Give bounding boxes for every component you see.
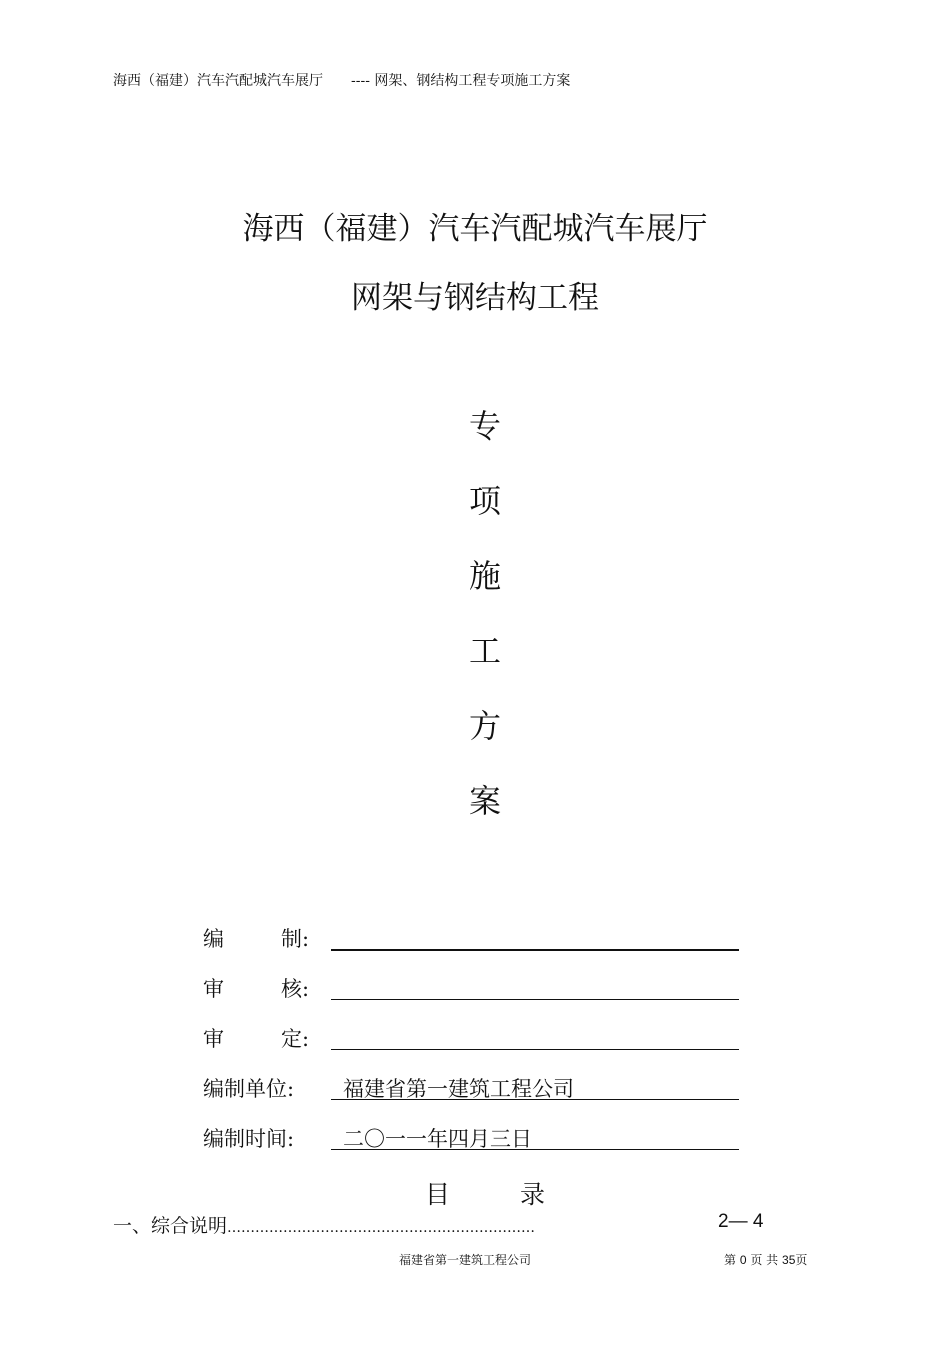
field-review-underline <box>331 999 739 1000</box>
document-title-line-1: 海西（福建）汽车汽配城汽车展厅 <box>242 211 708 247</box>
vertical-title-char: 方 <box>468 707 501 745</box>
vertical-title-char: 项 <box>468 482 501 520</box>
field-approve-underline <box>331 1049 739 1050</box>
running-header <box>113 70 570 90</box>
footer-page-prefix: 第 <box>724 1253 737 1267</box>
field-review-label-a: 审 <box>203 977 224 1001</box>
vertical-title-char: 专 <box>468 407 501 445</box>
header-subject: ---- 网架、钢结构工程专项施工方案 <box>351 73 571 89</box>
field-approve-label-a: 审 <box>203 1027 224 1051</box>
footer-page-total: 35 <box>782 1253 796 1267</box>
toc-entry-leader: ………………………………………………………… <box>227 1220 536 1236</box>
toc-entry-pages: 2— 4 <box>718 1211 764 1232</box>
field-date-label: 编制时间: <box>203 1127 295 1151</box>
field-review <box>203 973 743 1007</box>
footer-page-mid: 页 共 <box>750 1253 779 1267</box>
field-date-underline <box>331 1149 739 1150</box>
field-unit-underline <box>331 1099 739 1100</box>
vertical-title-char: 案 <box>468 782 501 820</box>
field-compile-label-a: 编 <box>203 927 224 951</box>
field-review-label <box>203 973 310 1003</box>
field-approve-label-b: 定: <box>281 1027 310 1051</box>
field-compile-label-b: 制: <box>281 927 310 951</box>
field-review-label-b: 核: <box>281 977 310 1001</box>
toc-entry[interactable] <box>113 1211 773 1238</box>
document-title-line-2: 网架与钢结构工程 <box>351 280 599 316</box>
field-unit-label: 编制单位: <box>203 1077 295 1101</box>
field-compile-underline <box>331 949 739 951</box>
field-date <box>203 1123 743 1157</box>
vertical-title-char: 工 <box>468 632 501 670</box>
vertical-title-char: 施 <box>468 557 501 595</box>
field-unit <box>203 1073 743 1107</box>
field-unit-value: 福建省第一建筑工程公司 <box>343 1077 574 1101</box>
toc-title-char-1: 目 <box>424 1180 450 1209</box>
footer-company: 福建省第一建筑工程公司 <box>399 1253 532 1267</box>
field-date-value: 二〇一一年四月三日 <box>343 1127 532 1151</box>
field-compile-label <box>203 923 310 953</box>
toc-title-char-2: 录 <box>520 1180 546 1209</box>
header-project: 海西（福建）汽车汽配城汽车展厅 <box>113 73 323 89</box>
field-compile <box>203 923 743 957</box>
footer-page-info <box>724 1251 807 1268</box>
footer-page-suffix: 页 <box>795 1253 808 1267</box>
toc-entry-label: 一、综合说明 <box>113 1215 228 1237</box>
field-approve-label <box>203 1023 310 1053</box>
toc-title <box>0 1175 950 1211</box>
footer-page-number: 0 <box>739 1253 747 1267</box>
field-approve <box>203 1023 743 1057</box>
